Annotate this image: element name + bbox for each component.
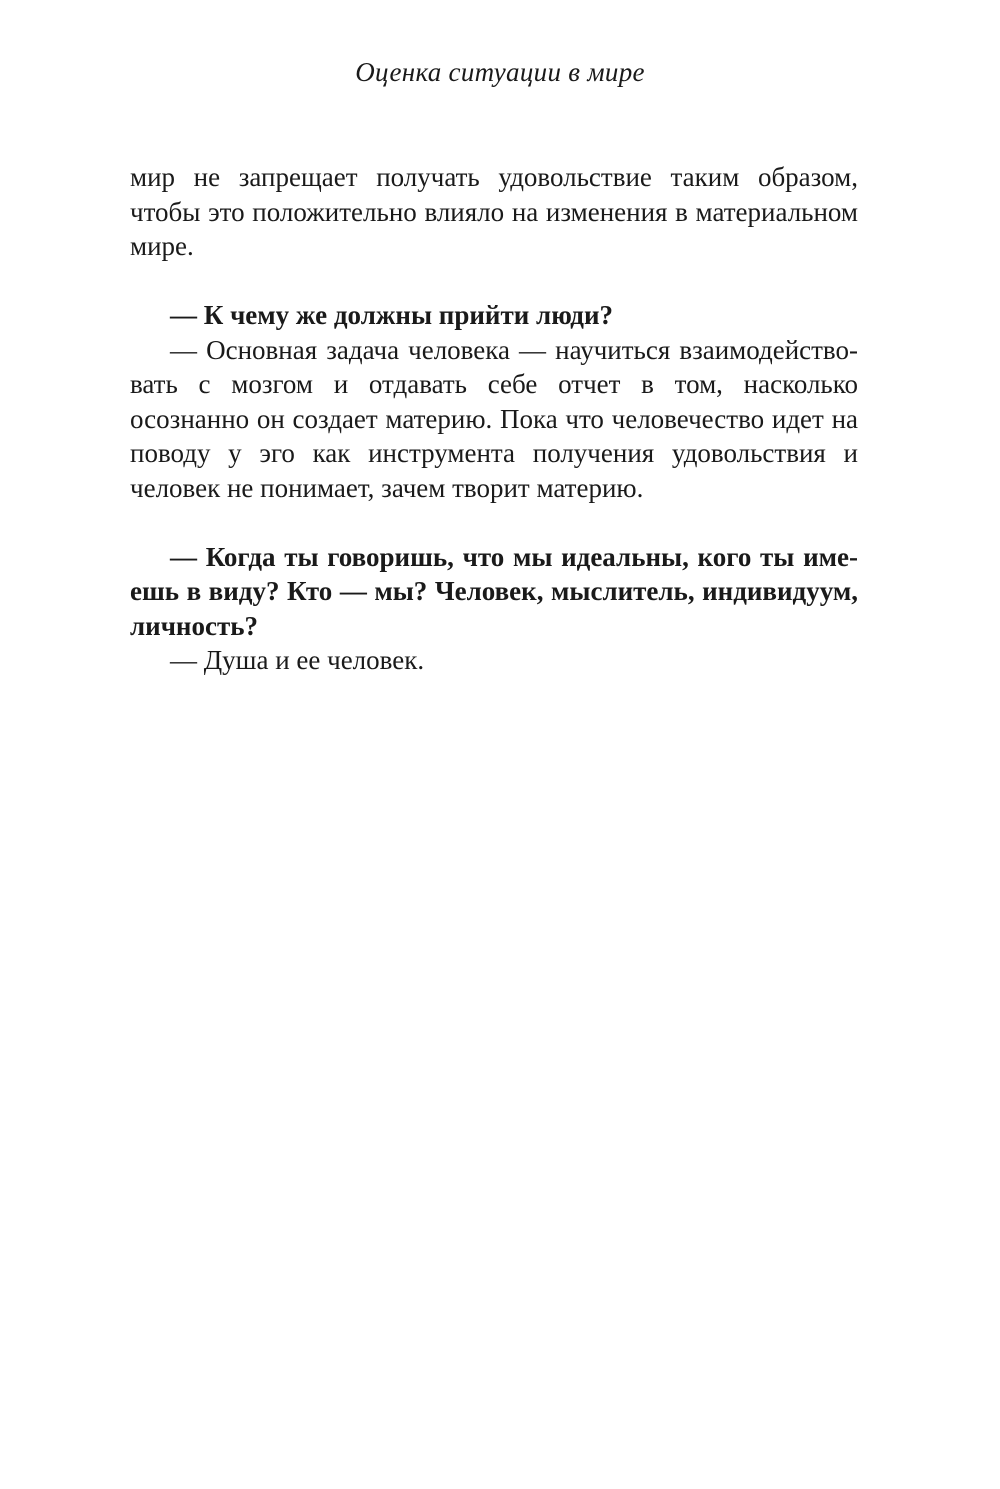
question-paragraph: — Когда ты говоришь, что мы идеальны, кого ты имеешь в виду? Кто — мы? Человек, мыслитель, индивидуум, личность? [130, 541, 858, 641]
answer-paragraph: — Основная задача человека — научиться взаимодействовать с мозгом и отдавать себе отчет в том, насколько осознанно он создает материю. Пока что человечество идет на поводу у эго как инструмента получения удовольствия и человек не понимает, зачем творит материю. [130, 334, 858, 503]
answer-paragraph: — Душа и ее человек. [170, 645, 425, 675]
running-header: Оценка ситуации в мире [355, 57, 645, 87]
question-paragraph: — К чему же должны прийти люди? [170, 300, 614, 330]
page-body [130, 160, 858, 678]
paragraph-continuation: мир не запрещает получать удовольствие таким образом, чтобы это положительно влияло на изменения в материальном мире. [130, 162, 858, 261]
